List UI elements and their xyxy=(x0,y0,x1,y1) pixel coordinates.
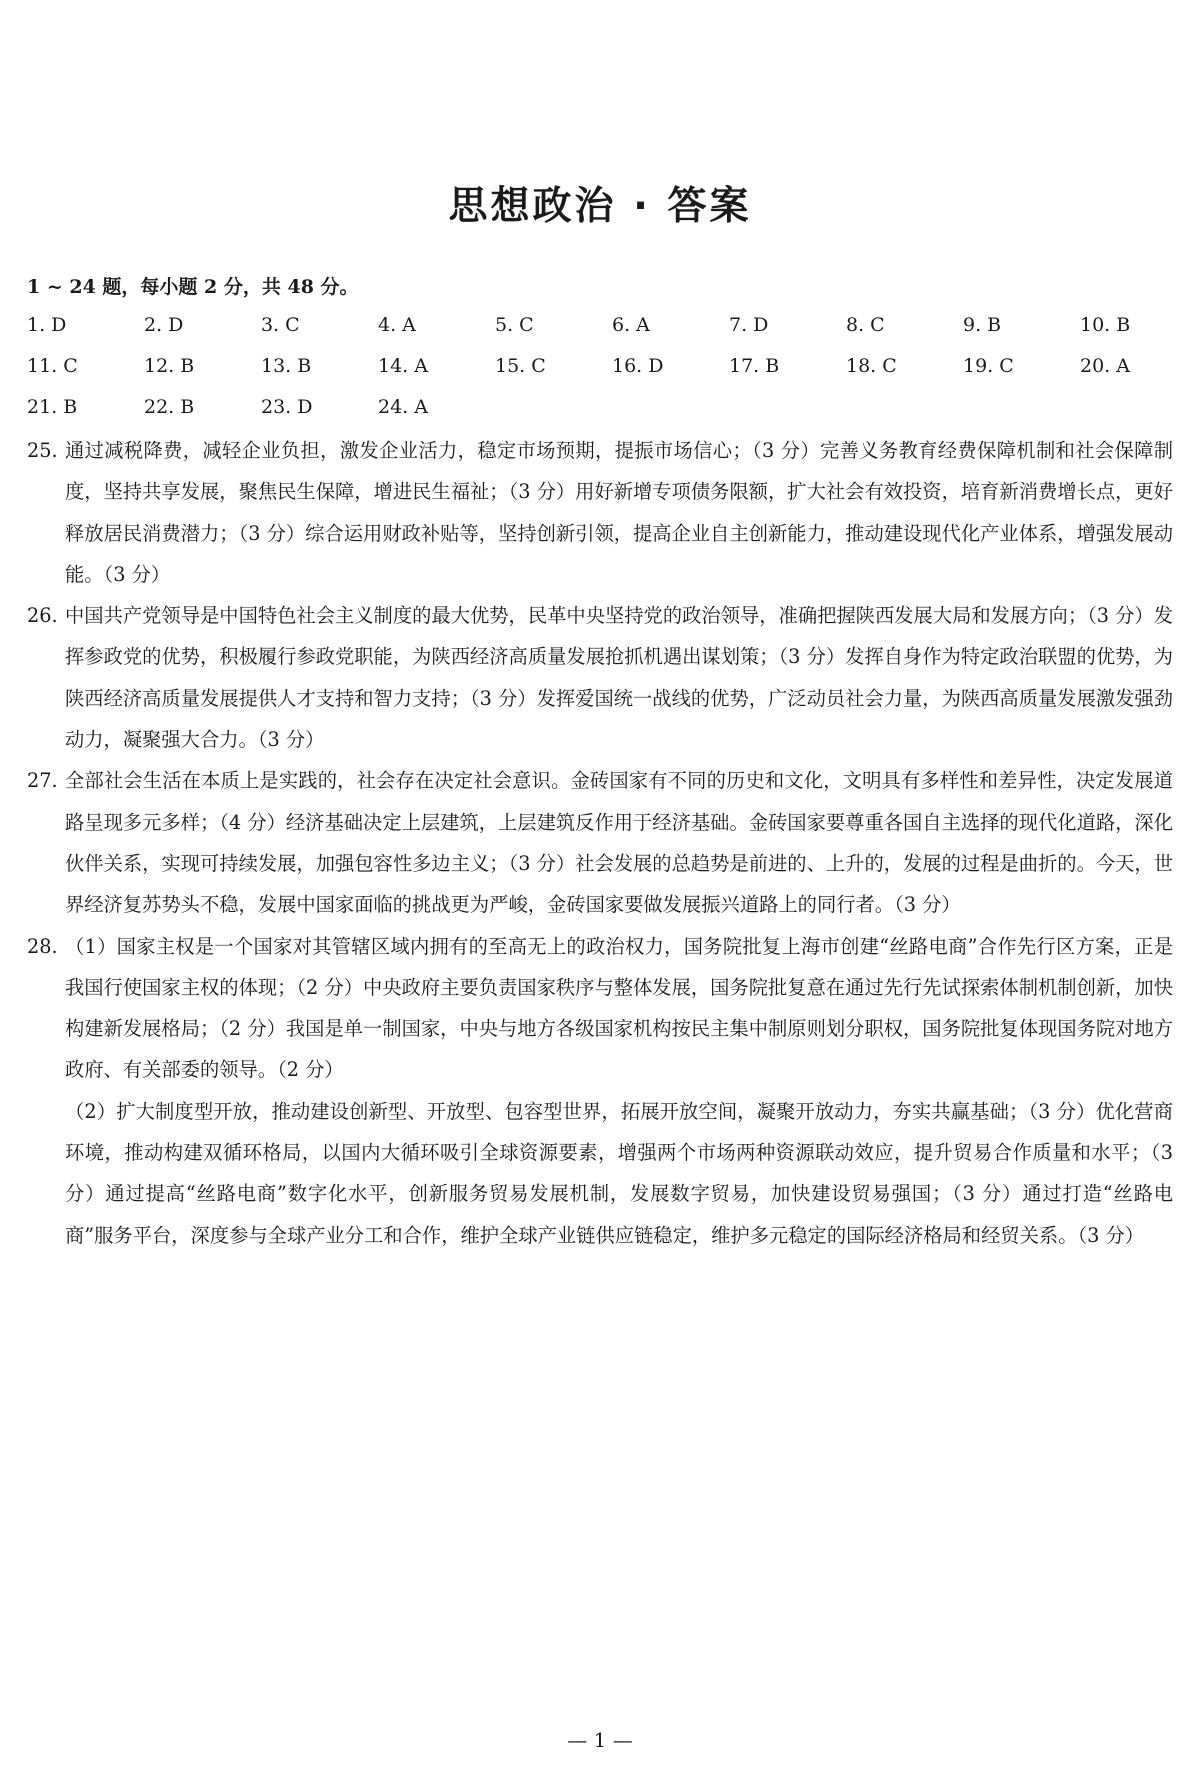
choice-answer: 13. B xyxy=(261,355,312,377)
choice-answer: 22. B xyxy=(144,396,195,418)
question-answer-text: 中国共产党领导是中国特色社会主义制度的最大优势，民革中央坚持党的政治领导，准确把握陕西发展大局和发展方向；（3 分）发挥参政党的优势，积极履行参政党职能，为陕西经济高质量发展抢抓机遇出谋划策；（3 分）发挥自身作为特定政治联盟的优势，为陕西经济高质量发展提供人才支持和智力支持；（3 分）发挥爱国统一战线的优势，广泛动员社会力量，为陕西高质量发展激发强劲动力，凝聚强大合力。（3 分） xyxy=(65,604,1173,752)
essay-answers xyxy=(27,430,1173,1256)
question-25 xyxy=(27,430,1173,595)
multiple-choice-answers xyxy=(27,312,1197,420)
choice-answer: 6. A xyxy=(612,314,650,336)
question-number: 26. xyxy=(27,604,58,628)
choice-answer: 4. A xyxy=(378,314,416,336)
question-answer-text: 全部社会生活在本质上是实践的，社会存在决定社会意识。金砖国家有不同的历史和文化，文明具有多样性和差异性，决定发展道路呈现多元多样；（4 分）经济基础决定上层建筑，上层建筑反作用于经济基础。金砖国家要尊重各国自主选择的现代化道路，深化伙伴关系，实现可持续发展，加强包容性多边主义；（3 分）社会发展的总趋势是前进的、上升的，发展的过程是曲折的。今天，世界经济复苏势头不稳，发展中国家面临的挑战更为严峻，金砖国家要做发展振兴道路上的同行者。（3 分） xyxy=(65,769,1173,917)
choice-answer: 19. C xyxy=(963,355,1014,377)
choice-answer: 11. C xyxy=(27,355,78,377)
page-title: 思想政治 · 答案 xyxy=(448,184,752,229)
page-number: — 1 — xyxy=(567,1728,633,1752)
question-28 xyxy=(27,926,1173,1256)
choice-answer: 17. B xyxy=(729,355,780,377)
choice-answer: 24. A xyxy=(378,396,428,418)
choice-answer: 8. C xyxy=(846,314,885,336)
choice-answer: 23. D xyxy=(261,396,313,418)
choice-answer: 3. C xyxy=(261,314,300,336)
question-part-2-text: （2）扩大制度型开放，推动建设创新型、开放型、包容型世界，拓展开放空间，凝聚开放动力，夯实共赢基础；（3 分）优化营商环境，推动构建双循环格局，以国内大循环吸引全球资源要素，增强两个市场两种资源联动效应，提升贸易合作质量和水平；（3 分）通过提高“丝路电商”数字化水平，创新服务贸易发展机制，发展数字贸易，加快建设贸易强国；（3 分）通过打造“丝路电商”服务平台，深度参与全球产业分工和合作，维护全球产业链供应链稳定，维护多元稳定的国际经济格局和经贸关系。（3 分） xyxy=(65,1099,1173,1247)
question-26 xyxy=(27,595,1173,760)
choice-answer: 9. B xyxy=(963,314,1002,336)
question-number: 27. xyxy=(27,769,58,793)
choice-answer: 10. B xyxy=(1080,314,1131,336)
choice-answer: 18. C xyxy=(846,355,897,377)
choice-answer: 1. D xyxy=(27,314,67,336)
choice-answer: 16. D xyxy=(612,355,664,377)
choice-answer: 14. A xyxy=(378,355,428,377)
choice-answer: 2. D xyxy=(144,314,184,336)
question-number: 25. xyxy=(27,439,58,462)
choice-answer: 12. B xyxy=(144,355,195,377)
choice-answer: 15. C xyxy=(495,355,546,377)
section-intro: 1 ~ 24 题，每小题 2 分，共 48 分。 xyxy=(27,276,359,298)
question-27 xyxy=(27,760,1173,925)
question-number: 28. xyxy=(27,934,58,958)
choice-answer: 21. B xyxy=(27,396,78,418)
choice-answer: 5. C xyxy=(495,314,534,336)
question-answer-text: 通过减税降费，减轻企业负担，激发企业活力，稳定市场预期，提振市场信心；（3 分）完善义务教育经费保障机制和社会保障制度，坚持共享发展，聚焦民生保障，增进民生福祉；（3 分）用好新增专项债务限额，扩大社会有效投资，培育新消费增长点，更好释放居民消费潜力；（3 分）综合运用财政补贴等，坚持创新引领，提高企业自主创新能力，推动建设现代化产业体系，增强发展动能。（3 分） xyxy=(65,439,1173,586)
choice-answer: 20. A xyxy=(1080,355,1130,377)
question-answer-body xyxy=(65,926,1173,1256)
choice-answer: 7. D xyxy=(729,314,769,336)
question-part-1-text: （1）国家主权是一个国家对其管辖区域内拥有的至高无上的政治权力，国务院批复上海市创建“丝路电商”合作先行区方案，正是我国行使国家主权的体现；（2 分）中央政府主要负责国家秩序与整体发展，国务院批复意在通过先行先试探索体制机制创新，加快构建新发展格局；（2 分）我国是单一制国家，中央与地方各级国家机构按民主集中制原则划分职权，国务院批复体现国务院对地方政府、有关部委的领导。（2 分） xyxy=(65,934,1173,1082)
